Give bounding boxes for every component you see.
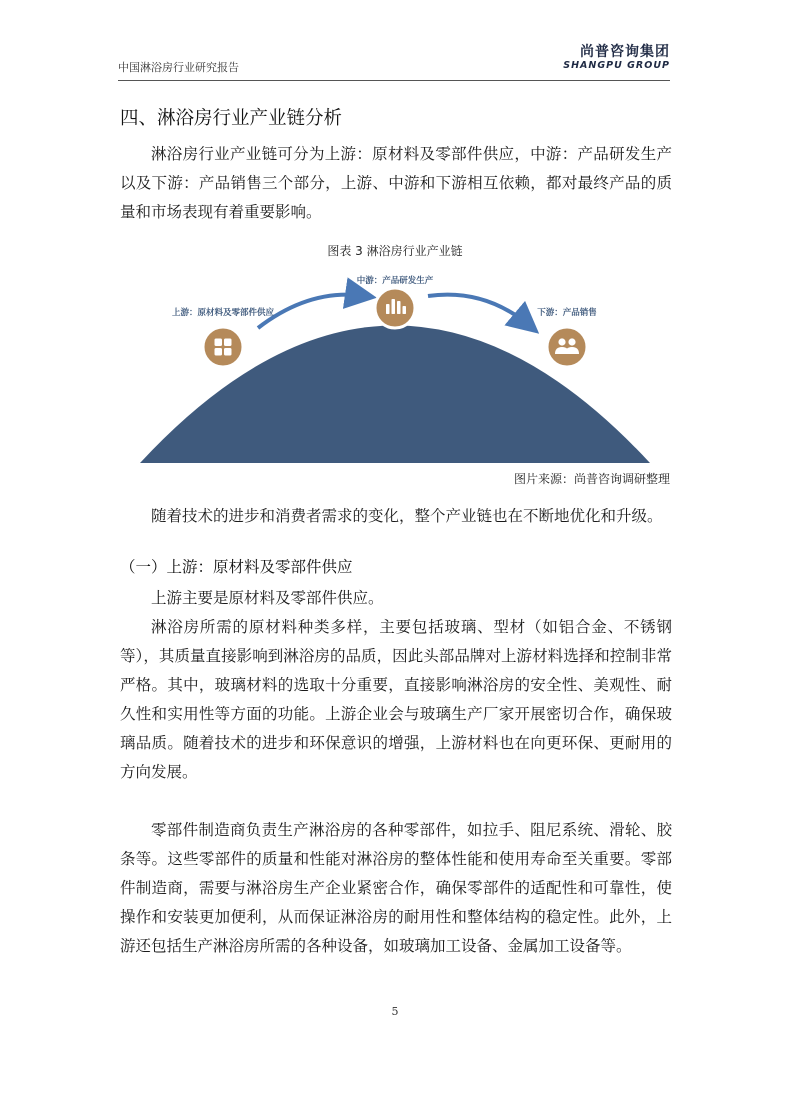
upstream-node xyxy=(203,327,243,367)
arrow-upstream-to-midstream xyxy=(258,295,365,328)
page-header xyxy=(118,44,670,80)
downstream-node xyxy=(547,327,587,367)
figure-caption: 图表 3 淋浴房行业产业链 xyxy=(327,244,463,258)
subsection-heading: （一）上游：原材料及零部件供应 xyxy=(120,558,353,576)
midstream-label: 中游：产品研发生产 xyxy=(356,276,434,286)
downstream-label: 下游：产品销售 xyxy=(537,308,597,318)
page-number: 5 xyxy=(391,1005,399,1018)
upstream-label: 上游：原材料及零部件供应 xyxy=(171,308,275,318)
subsection-paragraph-2: 淋浴房所需的原材料种类多样，主要包括玻璃、型材（如铝合金、不锈钢等），其质量直接影响到淋浴房的品质，因此头部品牌对上游材料选择和控制非常严格。其中，玻璃材料的选取十分重要，直接影响淋浴房的安全性、美观性、耐久性和实用性等方面的功能。上游企业会与玻璃生产厂家开展密切合作，确保玻璃品质。随着技术的进步和环保意识的增强，上游材料也在向更环保、更耐用的方向发展。 xyxy=(120,618,672,781)
brand-name-en: SHANGPU GROUP xyxy=(563,60,670,71)
midstream-node xyxy=(375,288,415,328)
arrow-midstream-to-downstream xyxy=(428,295,530,326)
transition-paragraph: 随着技术的进步和消费者需求的变化，整个产业链也在不断地优化和升级。 xyxy=(151,507,663,525)
header-divider xyxy=(118,80,670,81)
brand-logo xyxy=(563,44,670,71)
intro-paragraph: 淋浴房行业产业链可分为上游：原材料及零部件供应，中游：产品研发生产以及下游：产品销售三个部分，上游、中游和下游相互依赖，都对最终产品的质量和市场表现有着重要影响。 xyxy=(120,145,672,221)
subsection-paragraph-1: 上游主要是原材料及零部件供应。 xyxy=(151,589,384,607)
subsection-paragraph-3: 零部件制造商负责生产淋浴房的各种零部件，如拉手、阻尼系统、滑轮、胶条等。这些零部件的质量和性能对淋浴房的整体性能和使用寿命至关重要。零部件制造商，需要与淋浴房生产企业紧密合作，确保零部件的适配性和可靠性，使操作和安装更加便利，从而保证淋浴房的耐用性和整体结构的稳定性。此外，上游还包括生产淋浴房所需的各种设备，如玻璃加工设备、金属加工设备等。 xyxy=(120,821,672,955)
report-title: 中国淋浴房行业研究报告 xyxy=(118,61,239,74)
brand-name-cn: 尚普咨询集团 xyxy=(580,44,670,60)
industry-chain-diagram xyxy=(130,268,660,463)
section-title: 四、淋浴房行业产业链分析 xyxy=(120,108,343,129)
figure-source: 图片来源：尚普咨询调研整理 xyxy=(513,472,670,486)
